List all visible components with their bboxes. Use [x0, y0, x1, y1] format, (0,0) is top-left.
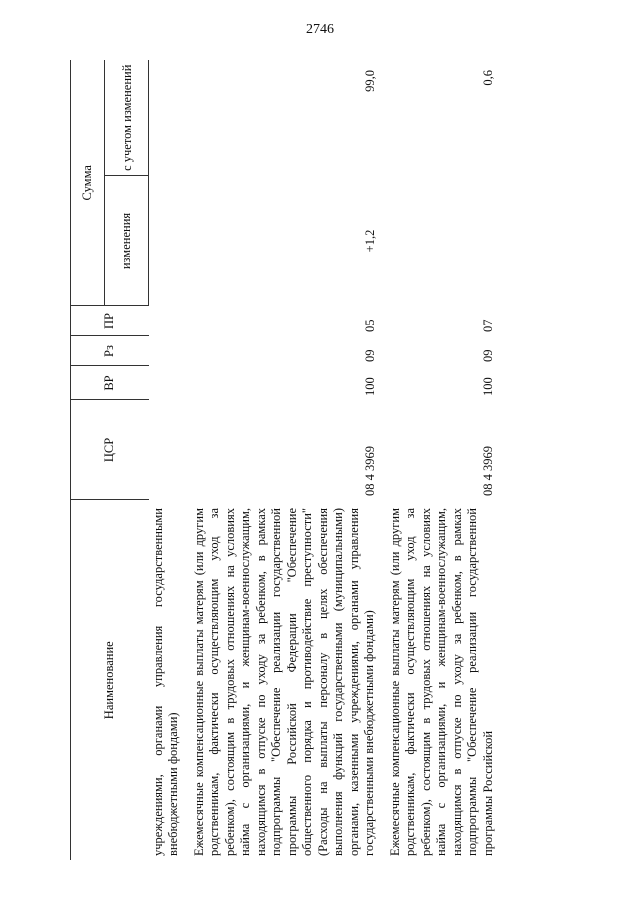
row-csr: 08 4 3969 [362, 446, 377, 496]
row-pr [149, 306, 184, 336]
header-rz: Рз [71, 336, 149, 366]
budget-table-sheet [70, 60, 610, 860]
row-rz [149, 336, 184, 366]
row-name: Ежемесячные компенсационные выплаты матерям (или другим родственникам, фактически осуществляющим уход за ребенком), состоящим в трудовых отношениях на условиях найма с организациями, и женщинам-военнослужащим, находящимся в отпуске по уходу за ребенком, в рамках подпрограммы "Обеспечение реализации государственной программы Российской Федерации "Обеспечение общественного порядка и противодействие преступности" (Расходы на выплаты персоналу в целях обеспечения выполнения функций государственными (муниципальными) органами, казенными учреждениями, органами управления государственными внебюджетными фондами) [191, 508, 376, 856]
row-total: 0,6 [481, 70, 495, 86]
header-change: изменения [105, 176, 149, 306]
row-pr: 05 [362, 319, 377, 332]
table-row [149, 60, 184, 860]
budget-table [70, 60, 498, 860]
row-total [149, 60, 184, 176]
row-csr [149, 400, 184, 500]
row-change [149, 176, 184, 306]
row-vr: 100 [481, 377, 495, 396]
header-with-changes: с учетом изменений [105, 60, 149, 176]
row-rz: 09 [362, 349, 377, 362]
row-name: Ежемесячные компенсационные выплаты матерям (или другим родственникам, фактически осуществляющим уход за ребенком), состоящим в трудовых отношениях на условиях найма с организациями, и женщинам-военнослужащим, находящимся в отпуске по уходу за ребенком, в рамках подпрограммы "Обеспечение реализации государственной программы Российской [387, 508, 495, 856]
header-name: Наименование [71, 500, 149, 860]
header-csr: ЦСР [71, 400, 149, 500]
row-change [380, 176, 499, 306]
row-change: +1,2 [362, 229, 377, 253]
row-vr: 100 [362, 377, 377, 396]
table-row [380, 60, 499, 860]
header-sum: Сумма [71, 60, 105, 306]
page-number: 2746 [306, 22, 334, 37]
row-name: учреждениями, органами управления государственными внебюджетными фондами) [150, 508, 180, 856]
table-row [184, 60, 380, 860]
header-pr: ПР [71, 306, 149, 336]
row-vr [149, 366, 184, 400]
row-csr: 08 4 3969 [481, 446, 495, 496]
header-vr: ВР [71, 366, 149, 400]
row-rz: 09 [481, 349, 495, 362]
row-pr: 07 [481, 319, 495, 332]
row-total: 99,0 [362, 70, 377, 92]
